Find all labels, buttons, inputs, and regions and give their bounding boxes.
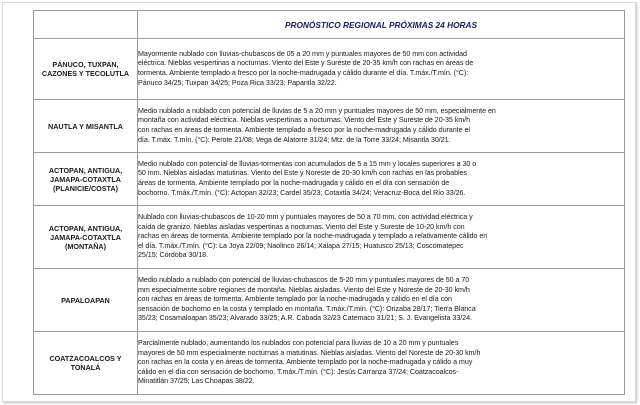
forecast-table bbox=[33, 10, 625, 395]
table-row bbox=[34, 153, 625, 206]
forecast-line: cálido en el día con sensación de bochorno. T.máx./T.mín. (°C): Jesús Carranza 37/24; Coatzacoalcos- bbox=[138, 367, 459, 376]
forecast-text bbox=[138, 332, 625, 395]
forecast-line: Mayormente nublado con lluvias-chubascos de 05 a 20 mm y puntuales mayores de 50 mm con actividad bbox=[138, 49, 467, 58]
region-name: PAPALOAPAN bbox=[34, 269, 138, 332]
table-row bbox=[34, 206, 625, 269]
region-name: PÁNUCO, TUXPAN, CAZONES Y TECOLUTLA bbox=[34, 39, 138, 100]
forecast-line: tormenta. Ambiente templado a fresco por la noche-madrugada y cálido durante el día. T.máx./T.mín. (°C): bbox=[138, 69, 469, 77]
forecast-line: Medio nublado con potencial de lluvias-tormentas con acumulados de 5 a 15 mm y locales superiores a 30 o bbox=[138, 159, 477, 168]
table-row bbox=[34, 39, 625, 100]
forecast-line: mayores de 50 mm especialmente nocturnas a matutinas. Nieblas aisladas. Viento del Noreste de 20-30 km/h bbox=[138, 348, 481, 357]
forecast-line: áreas de tormenta. Ambiente templado por la noche-madrugada y cálido en el día con sensación de bbox=[138, 179, 450, 187]
region-name: NAUTLA Y MISANTLA bbox=[34, 100, 138, 153]
forecast-text bbox=[138, 39, 625, 100]
forecast-line: Pánuco 34/25; Tuxpan 34/25; Poza Rica 33/23; Papantla 32/22. bbox=[138, 78, 337, 87]
forecast-line: bochorno. T.máx./T.mín. (°C): Actopan 32/23; Cardel 35/23; Cotaxtla 34/24; Veracruz-Boca del Río 33/26. bbox=[138, 188, 466, 197]
forecast-line: Parcialmente nublado, aumentando los nublados con potencial para lluvias de 10 a 20 mm y puntuales bbox=[138, 339, 459, 348]
forecast-line: Medio nublado a nublado con potencial de lluvias-chubascos de 5-20 mm y puntuales mayores de 50 a 70 bbox=[138, 276, 470, 285]
table-header-row bbox=[34, 11, 625, 39]
forecast-line: con rachas en áreas de tormenta. Ambiente templado por la noche-madrugada y cálido en el día con bbox=[138, 295, 452, 304]
table-title: PRONÓSTICO REGIONAL PRÓXIMAS 24 HORAS bbox=[138, 11, 625, 39]
forecast-line: Medio nublado a nublado con potencial de lluvias de 5 a 20 mm y puntuales mayores de 50 mm, especialmente en bbox=[138, 106, 496, 115]
forecast-line: mm especialmente sobre regiones de montaña. Nieblas aisladas. Viento del Este y Noreste de 20-30 km/h bbox=[138, 285, 470, 294]
region-name: ACTOPAN, ANTIGUA, JAMAPA-COTAXTLA (MONTAÑA) bbox=[34, 206, 138, 269]
forecast-line: 50 mm. Nieblas aisladas matutinas. Viento del Este y Noreste de 20-30 km/h con rachas en las probables bbox=[138, 169, 467, 178]
forecast-line: eléctrica. Nieblas vespertinas a nocturnas. Viento del Este y Sureste de 20-35 km/h con rachas en áreas de bbox=[138, 59, 474, 68]
forecast-line: el día. T.máx./T.mín. (°C): La Joya 22/09; Naolinco 26/14; Xalapa 27/15; Huatusco 25/13; Coscomatepec bbox=[138, 241, 464, 250]
forecast-line: Minatitlán 37/25; Las Choapas 38/22. bbox=[138, 377, 255, 386]
forecast-line: con rachas en la costa y en áreas de tormenta. Ambiente templado por la noche-madrugada y cálido a muy bbox=[138, 358, 473, 367]
forecast-text bbox=[138, 206, 625, 269]
forecast-line: montaña con actividad eléctrica. Nieblas vespertinas a nocturnas. Viento del Este y Sureste de 20-35 km/h bbox=[138, 116, 471, 125]
forecast-text bbox=[138, 153, 625, 206]
table-row bbox=[34, 100, 625, 153]
forecast-line: día. T.máx. T.mín. (°C): Perote 21/08; Vega de Alatorre 31/24; Mtz. de la Torre 33/24; Misantla 30/21. bbox=[138, 135, 451, 144]
forecast-line: 35/23; Cosamaloapan 35/23; Alvarado 33/25; A.R. Cabada 32/23 Catemaco 31/21; S. J. Evangelista 33/24. bbox=[138, 314, 472, 323]
table-row bbox=[34, 269, 625, 332]
forecast-line: rachas en áreas de tormenta. Ambiente templado por la noche-madrugada y templado a relativamente cálido en bbox=[138, 232, 488, 241]
header-empty-cell bbox=[34, 11, 138, 39]
forecast-line: Nublado con lluvias-chubascos de 10-20 mm y puntuales mayores de 50 a 70 mm, con actividad eléctrica y bbox=[138, 213, 473, 222]
region-name: COATZACOALCOS Y TONALÁ bbox=[34, 332, 138, 395]
forecast-line: con rachas en áreas de tormenta. Ambiente templado a fresco por la noche-madrugada y cálido durante el bbox=[138, 126, 470, 134]
document-page bbox=[2, 2, 636, 402]
forecast-line: 25/15; Córdoba 30/18. bbox=[138, 251, 209, 260]
table-row bbox=[34, 332, 625, 395]
region-name: ACTOPAN, ANTIGUA, JAMAPA-COTAXTLA (PLANICIE/COSTA) bbox=[34, 153, 138, 206]
forecast-line: caída de granizo. Nieblas aisladas vespertinas a nocturnas. Viento del Este y Sureste de 10-20 km/h con bbox=[138, 222, 465, 231]
forecast-line: sensación de bochorno en la costa y templado en montaña. T.máx./T.mín. (°C): Orizaba 28/17; Tierra Blanca bbox=[138, 304, 476, 313]
forecast-text bbox=[138, 269, 625, 332]
forecast-text bbox=[138, 100, 625, 153]
